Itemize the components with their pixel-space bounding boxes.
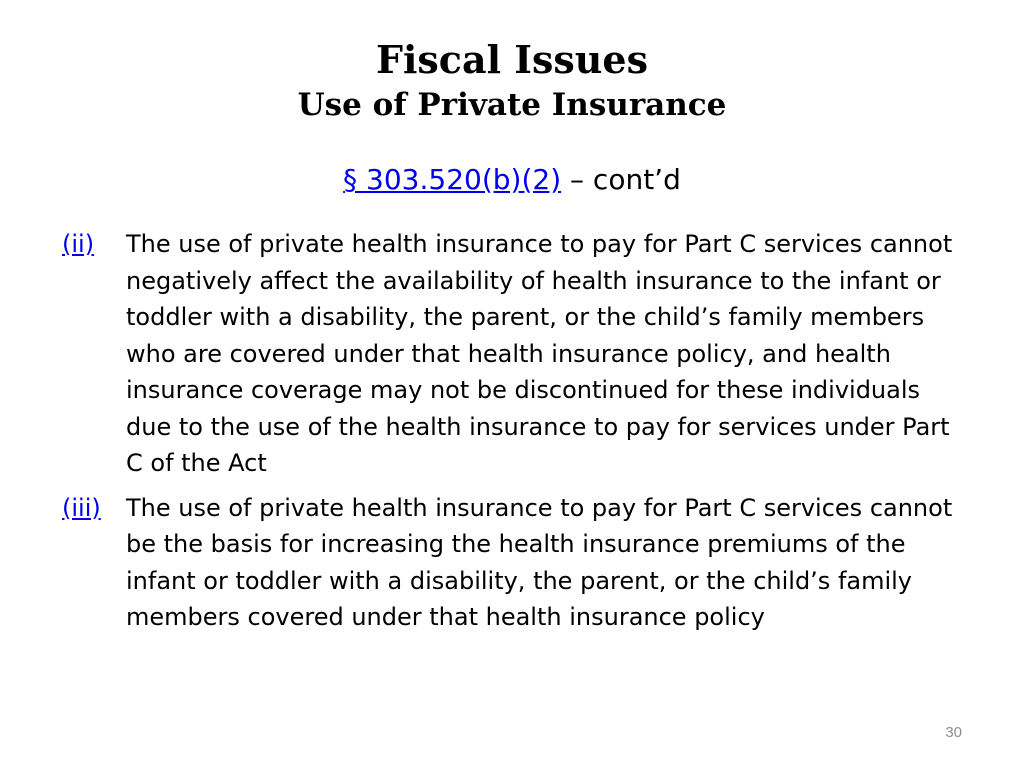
slide-subtitle: Use of Private Insurance [297,87,727,123]
paragraph-iii [62,490,962,636]
page-number: 30 [945,724,962,741]
title-block [0,36,1024,126]
paragraph-iii-link[interactable]: (iii) [62,493,101,522]
citation-suffix: – cont’d [561,163,681,196]
paragraph-iii-text: The use of private health insurance to pay for Part C services cannot be the basis for increasing the health insurance premiums of the infant or toddler with a disability, the parent, or the child’s family members covered under that health insurance policy [126,493,953,631]
paragraph-ii-text: The use of private health insurance to pay for Part C services cannot negatively affect the availability of health insurance to the infant or toddler with a disability, the parent, or the child’s family members who are covered under that health insurance policy, and health insurance coverage may not be discontinued for these individuals due to the use of the health insurance to pay for services under Part C of the Act [126,230,953,477]
citation-heading [0,160,1024,200]
paragraph-ii-link[interactable]: (ii) [62,230,95,258]
slide-title: Fiscal Issues [376,37,648,82]
paragraph-ii [62,226,962,482]
slide-body [62,226,962,644]
citation-link[interactable]: § 303.520(b)(2) [343,163,562,196]
